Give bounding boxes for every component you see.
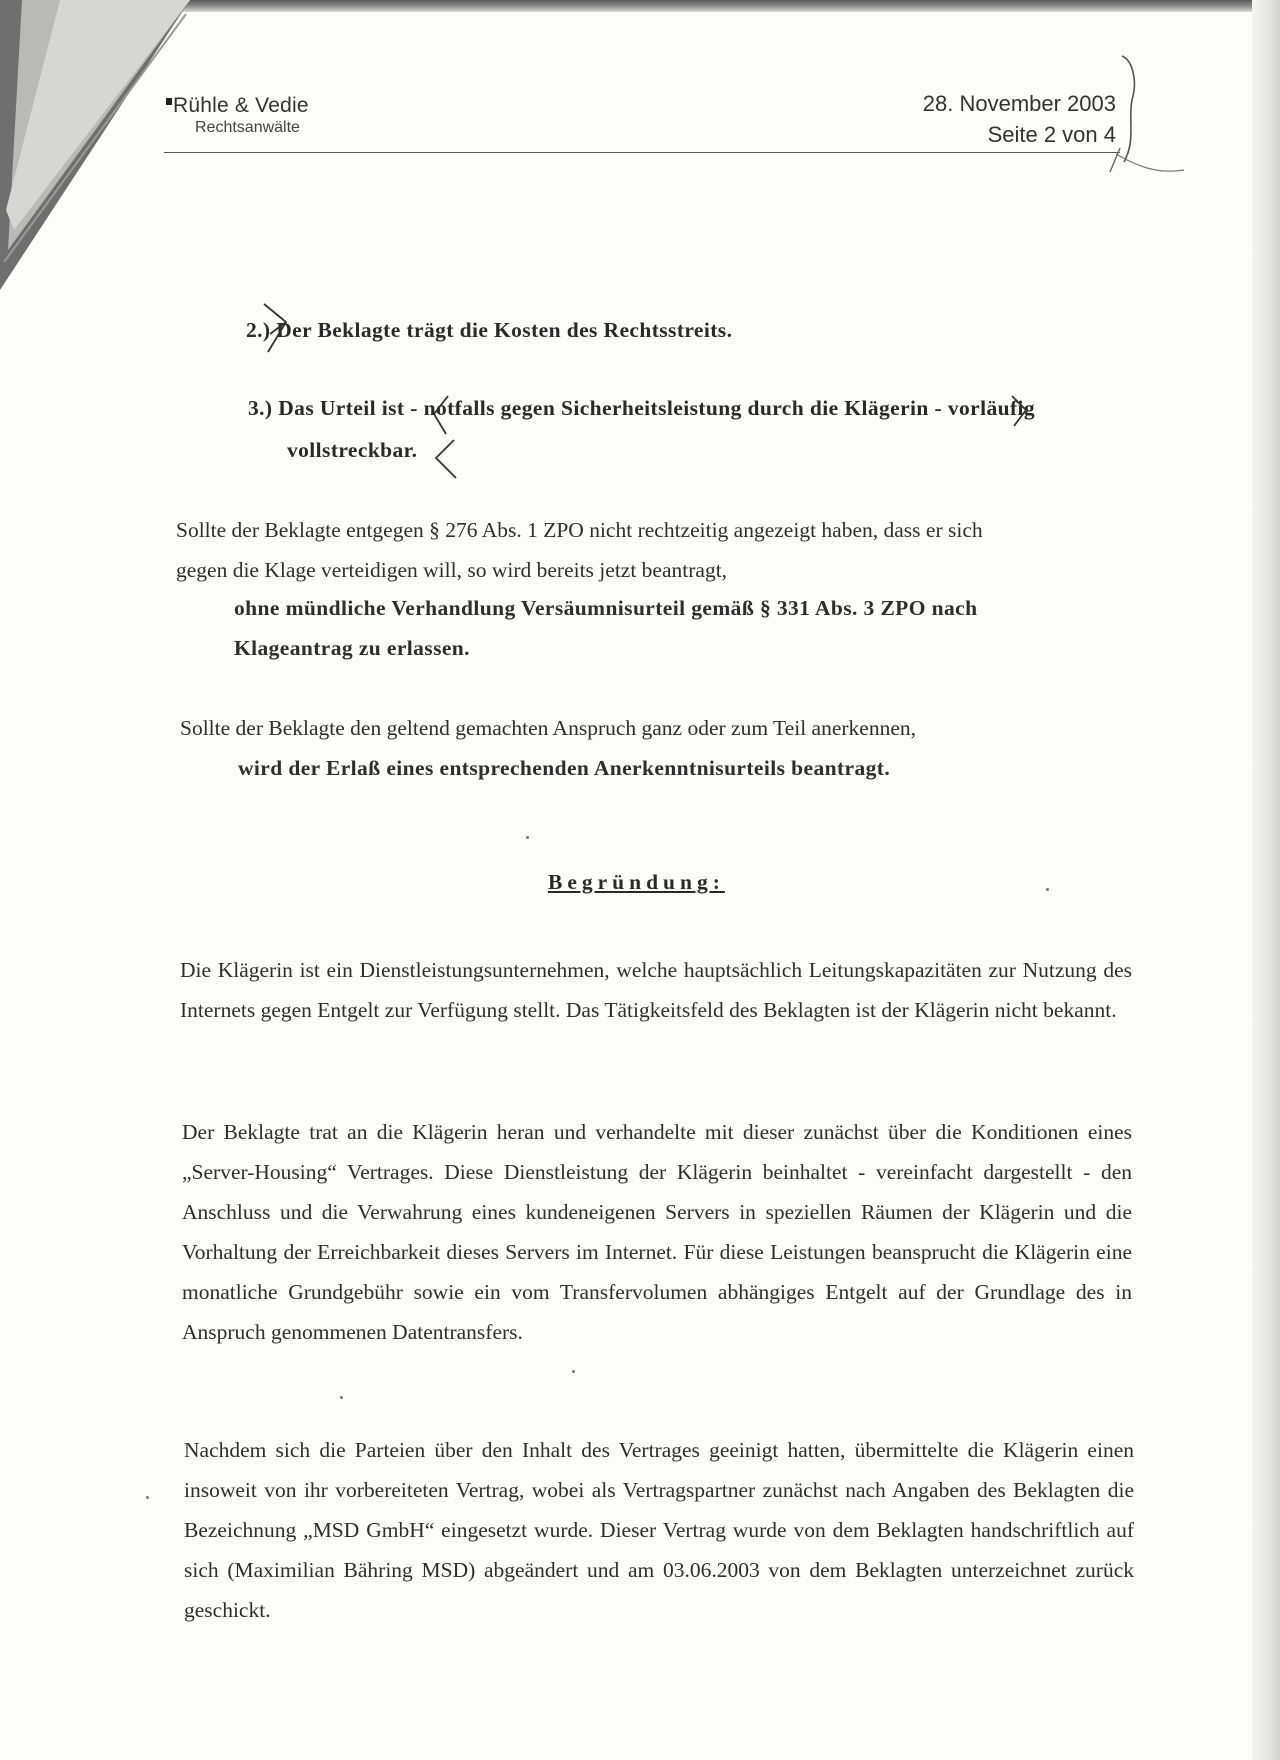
section-heading: Begründung: (548, 870, 725, 894)
text-line: Sollte der Beklagte den geltend gemachten Anspruch ganz oder zum Teil anerkennen, (180, 716, 917, 740)
handwritten-tick-mark (1008, 392, 1030, 432)
claim-item-2: 2.) Der Beklagte trägt die Kosten des Rechtsstreits. (246, 318, 733, 342)
bullet-square-icon (166, 98, 172, 105)
reasoning-paragraph-3: Nachdem sich die Parteien über den Inhalt des Vertrages geeinigt hatten, übermittelte die Klägerin einen insoweit von ihr vorbereiteten Vertrag, wobei als Vertragspartner zunächst nach Angaben des Beklagten die Bezeichnung „MSD GmbH“ eingesetzt wurde. Dieser Vertrag wurde von dem Beklagten handschriftlich auf sich (Maximilian Bähring MSD) abgeändert und am 03.06.2003 von dem Beklagten unterzeichnet zurück geschickt. (184, 1438, 1134, 1622)
scan-speck (526, 836, 529, 839)
handwritten-tick-mark (432, 436, 460, 482)
scan-folded-corner (0, 0, 190, 300)
claim-item-3-line2: vollstreckbar. (287, 438, 418, 462)
page-indicator: Seite 2 von 4 (987, 122, 1116, 147)
scan-speck (572, 1370, 575, 1373)
handwritten-tick-mark (430, 392, 452, 438)
scan-speck (146, 1496, 149, 1499)
handwritten-tick-mark (258, 300, 292, 356)
default-judgment-request (234, 588, 1114, 668)
default-judgment-paragraph (176, 510, 1126, 590)
firm-subtitle: Rechtsanwälte (195, 119, 300, 136)
firm-name: Rühle & Vedie (173, 94, 309, 117)
text-line: Klageantrag zu erlassen. (234, 636, 470, 660)
handwritten-bracket-mark (1080, 50, 1200, 180)
header-divider (164, 152, 1120, 153)
reasoning-paragraph-2: Der Beklagte trat an die Klägerin heran und verhandelte mit dieser zunächst über die Konditionen eines „Server-Housing“ Vertrages. Diese Dienstleistung der Klägerin beinhaltet - vereinfacht dargestellt - den Anschluss und die Verwahrung eines kundeneigenen Servers in speziellen Räumen der Klägerin und die Vorhaltung der Erreichbarkeit dieses Servers im Internet. Für diese Leistungen beansprucht die Klägerin eine monatliche Grundgebühr sowie ein vom Transfervolumen abhängiges Entgelt auf der Grundlage des in Anspruch genommenen Datentransfers. (182, 1120, 1132, 1344)
letterhead (166, 94, 309, 137)
claim-item-3-line1: 3.) Das Urteil ist - notfalls gegen Sicherheitsleistung durch die Klägerin - vorläufig (248, 396, 1036, 420)
acknowledgment-request: wird der Erlaß eines entsprechenden Anerkenntnisurteils beantragt. (238, 756, 891, 780)
scan-right-edge (1252, 0, 1280, 1760)
text-line: Sollte der Beklagte entgegen § 276 Abs. 1 ZPO nicht rechtzeitig angezeigt haben, dass er sich (176, 518, 983, 542)
scan-speck (1046, 888, 1049, 891)
text-line: gegen die Klage verteidigen will, so wird bereits jetzt beantragt, (176, 558, 728, 582)
text-line: ohne mündliche Verhandlung Versäumnisurteil gemäß § 331 Abs. 3 ZPO nach (234, 596, 978, 620)
scan-top-edge (0, 0, 1280, 12)
acknowledgment-paragraph (180, 708, 1120, 788)
letter-date: 28. November 2003 (922, 91, 1116, 116)
scan-speck (340, 1396, 343, 1399)
reasoning-paragraph-1: Die Klägerin ist ein Dienstleistungsunternehmen, welche hauptsächlich Leitungskapazitäten zur Nutzung des Internets gegen Entgelt zur Verfügung stellt. Das Tätigkeitsfeld des Beklagten ist der Klägerin nicht bekannt. (180, 958, 1132, 1022)
